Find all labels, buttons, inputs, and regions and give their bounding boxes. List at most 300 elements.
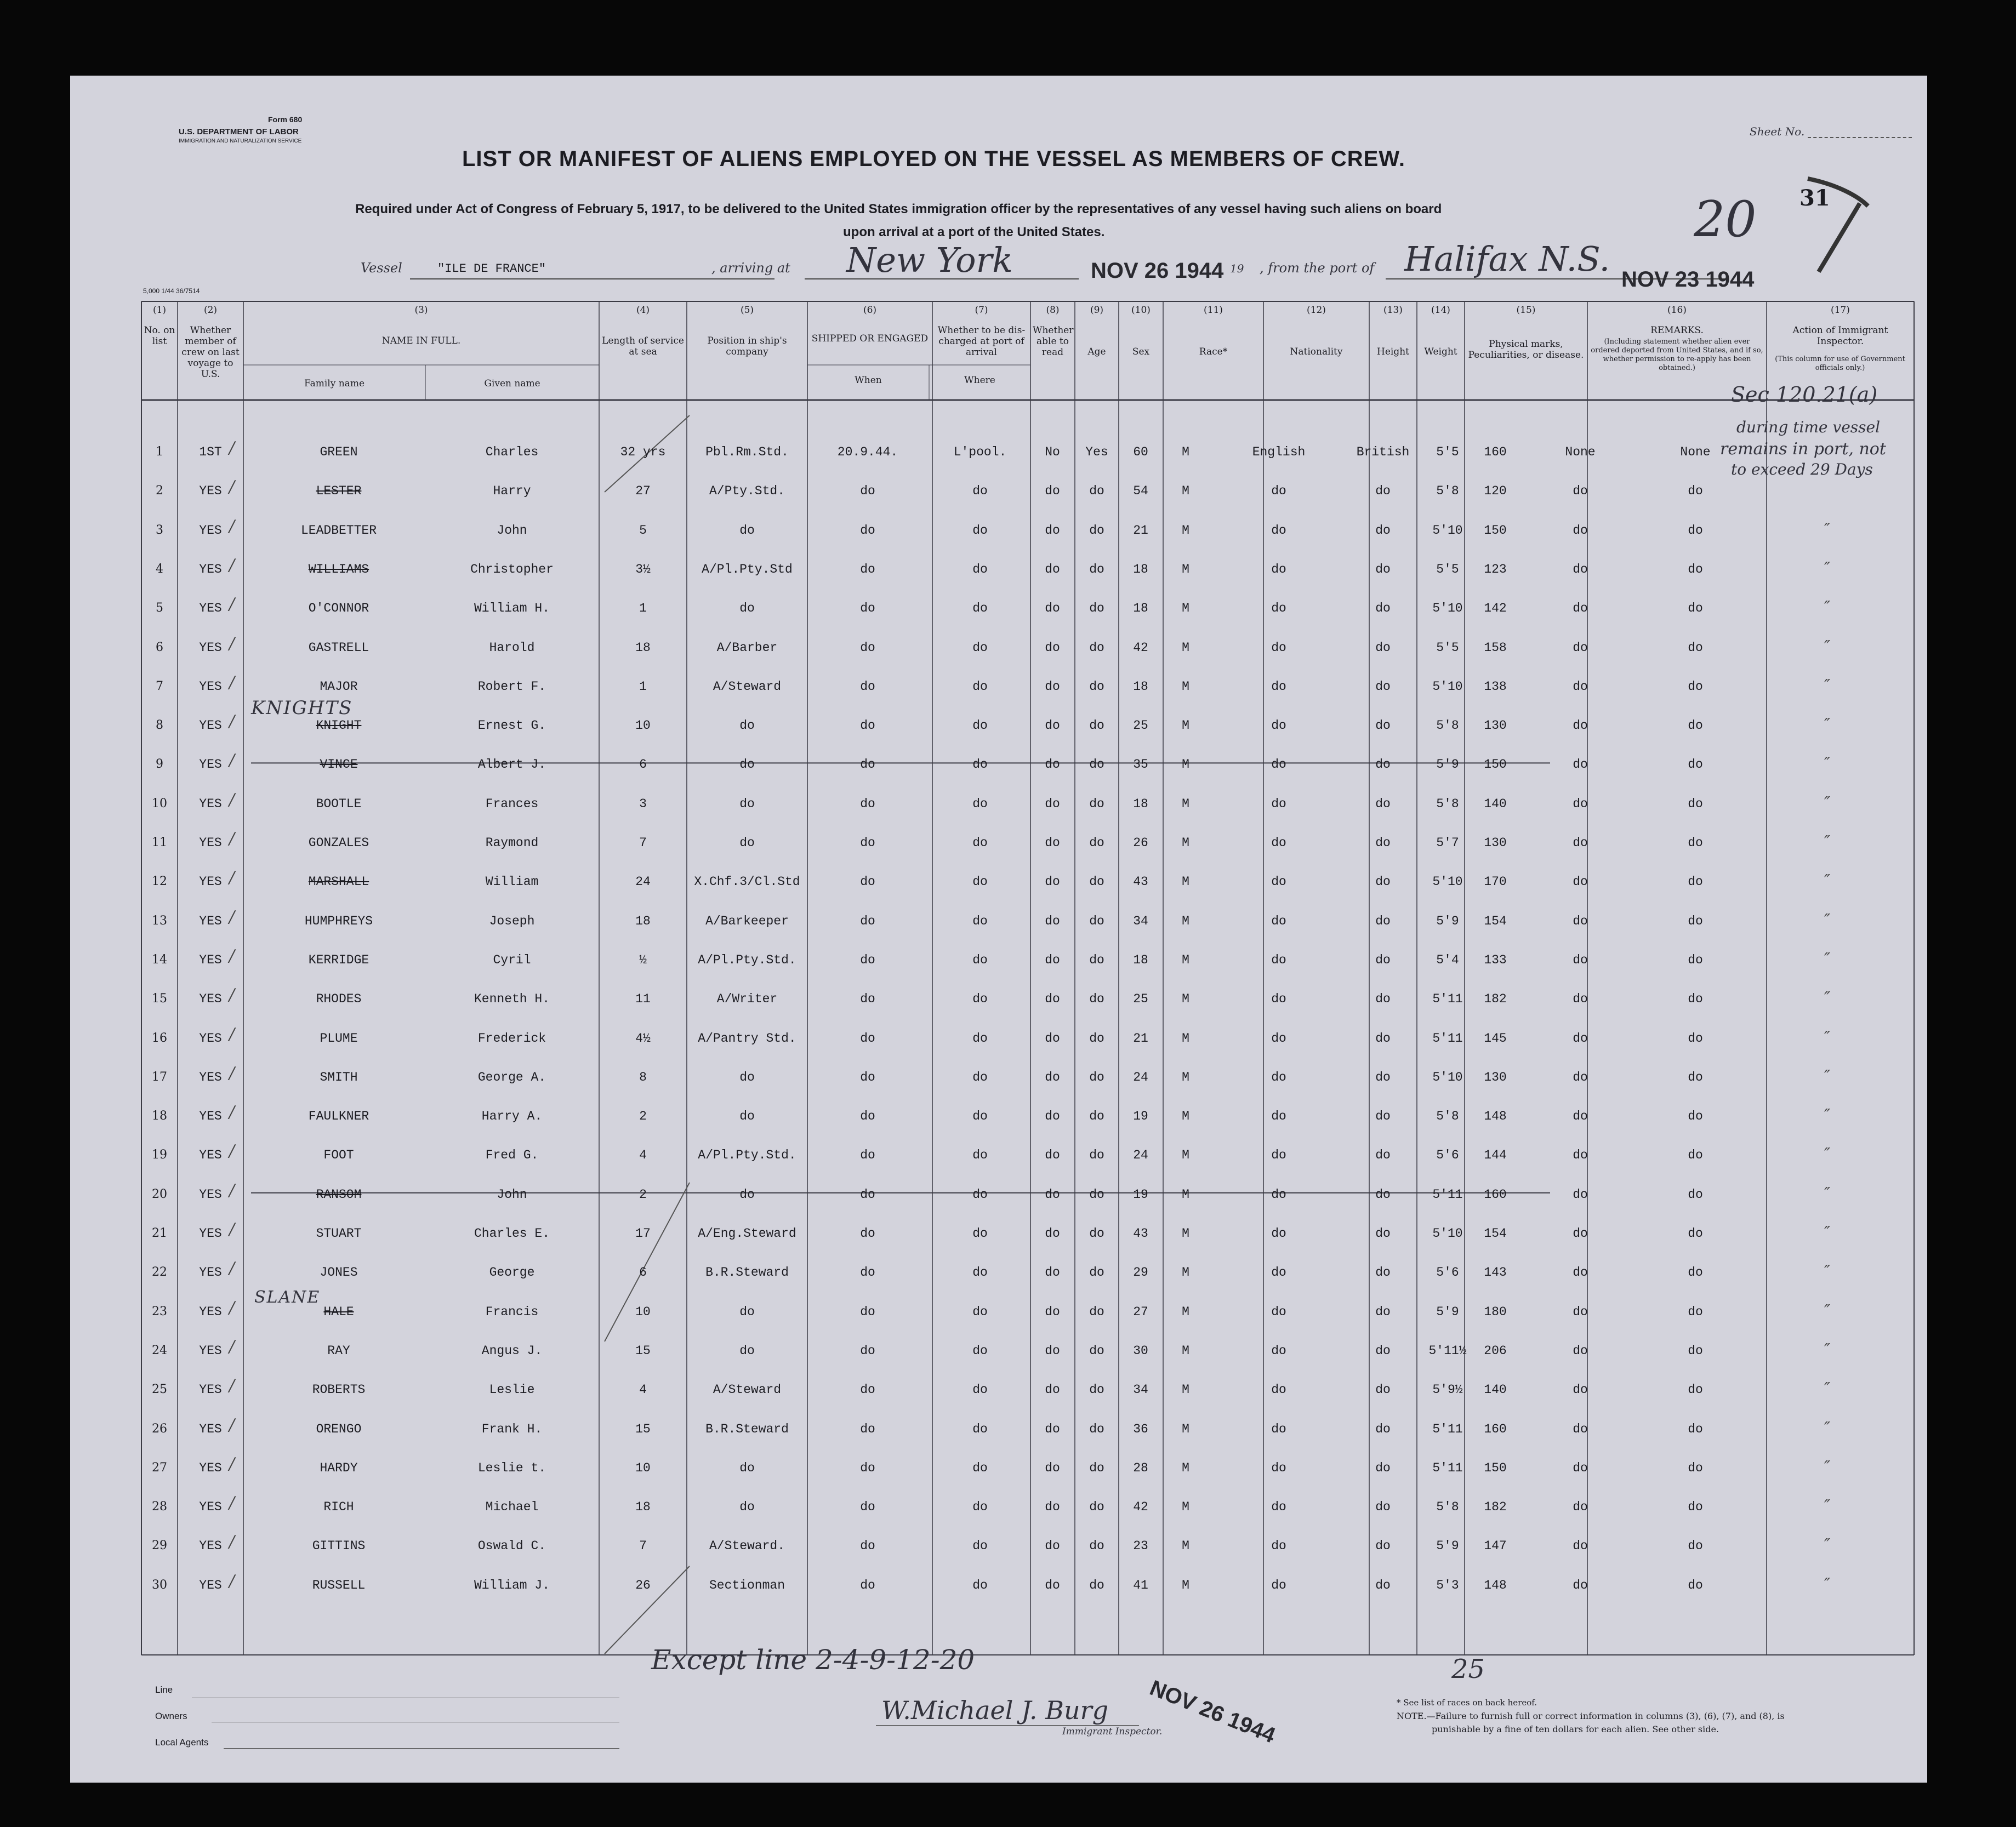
row-number: 1 (156, 445, 163, 459)
able-to-read: do (1089, 1383, 1104, 1397)
family-name: GITTINS (312, 1539, 366, 1554)
height: 5'6 (1436, 1265, 1459, 1280)
row-number: 9 (156, 757, 163, 772)
physical-marks: do (1573, 484, 1588, 499)
discharged-at-port: do (1045, 1539, 1060, 1554)
discharged-at-port: do (1045, 1109, 1060, 1124)
sex: M (1182, 1500, 1189, 1515)
family-name: WILLIAMS (308, 562, 369, 576)
check-mark-icon: / (229, 790, 235, 809)
able-to-read: do (1089, 562, 1104, 576)
nationality: do (1375, 484, 1391, 499)
physical-marks: do (1573, 1070, 1588, 1084)
race: do (1271, 992, 1286, 1007)
length-of-service: 15 (635, 1343, 651, 1358)
race: do (1271, 718, 1286, 733)
shipped-when: do (860, 1500, 875, 1515)
shipped-where: do (972, 1109, 988, 1124)
shipped-where: do (972, 796, 988, 811)
row-number: 23 (152, 1304, 167, 1318)
shipped-when: do (860, 718, 875, 733)
length-of-service: 6 (639, 757, 647, 772)
position: do (739, 757, 755, 772)
shipped-when: do (860, 1187, 875, 1202)
nationality: do (1375, 718, 1391, 733)
remarks: do (1688, 601, 1703, 616)
length-of-service: 6 (639, 1265, 647, 1280)
remarks-note: (Including statement whether alien ever ordered deported from United States, and if so, whether permission to re-apply has been obtained.) (1591, 338, 1763, 372)
shipped-where: do (972, 523, 988, 538)
row-number: 24 (152, 1343, 167, 1357)
discharged-at-port: do (1045, 718, 1060, 733)
previous-voyage: YES (199, 1383, 222, 1397)
check-mark-icon: / (229, 1259, 235, 1278)
race: do (1271, 1148, 1286, 1163)
shipped-when: do (860, 679, 875, 694)
height: 5'9 (1436, 1304, 1459, 1319)
position: do (739, 1070, 755, 1084)
age: 34 (1133, 914, 1148, 928)
shipped-when: do (860, 1148, 875, 1163)
physical-marks: do (1573, 640, 1588, 655)
remarks: do (1688, 1383, 1703, 1397)
inspector-action-note-2: during time vessel (1736, 418, 1881, 436)
row-number: 11 (152, 836, 167, 849)
check-mark-icon: / (229, 438, 235, 458)
position: Sectionman (709, 1578, 785, 1592)
discharged-at-port: do (1045, 484, 1060, 499)
previous-voyage: YES (199, 562, 222, 576)
sex: M (1182, 757, 1189, 772)
weight: 130 (1484, 718, 1507, 733)
print-code: 5,000 1/44 36/7514 (143, 287, 200, 295)
row-number: 20 (152, 1187, 167, 1201)
discharged-at-port: do (1045, 836, 1060, 850)
column-number: (1) (152, 305, 167, 316)
check-mark-icon: / (229, 829, 235, 848)
age: 54 (1133, 484, 1148, 499)
sex: M (1182, 952, 1189, 967)
shipped-where: do (972, 679, 988, 694)
row-number: 6 (156, 640, 163, 654)
shipped-where: do (972, 640, 988, 655)
physical-marks: do (1573, 836, 1588, 850)
weight: 154 (1484, 1226, 1507, 1241)
length-of-service: 4 (639, 1148, 647, 1163)
remarks: do (1688, 1578, 1703, 1592)
race: do (1271, 1500, 1286, 1515)
column-header: Age (1087, 346, 1106, 357)
arriving-label: , arriving at (711, 260, 790, 276)
age: 24 (1133, 1148, 1148, 1163)
ditto-mark-icon: ″ (1824, 1184, 1831, 1203)
position: do (739, 1109, 755, 1124)
weight: 123 (1484, 562, 1507, 576)
shipped-when: do (860, 757, 875, 772)
vessel-name: "ILE DE FRANCE" (437, 262, 546, 276)
weight: 160 (1484, 1187, 1507, 1202)
check-mark-icon: / (229, 633, 235, 653)
ditto-mark-icon: ″ (1824, 989, 1831, 1008)
shipped-where: do (972, 1578, 988, 1592)
remarks: do (1688, 1343, 1703, 1358)
position: A/Steward. (709, 1539, 785, 1554)
age: 35 (1133, 757, 1148, 772)
column-number: (9) (1090, 305, 1104, 316)
nationality: British (1356, 445, 1410, 459)
row-number: 27 (152, 1460, 167, 1475)
sex: M (1182, 1265, 1189, 1280)
length-of-service: 18 (635, 1500, 651, 1515)
race: do (1271, 601, 1286, 616)
height: 5'11 (1432, 1460, 1463, 1475)
check-mark-icon: / (229, 1376, 235, 1396)
able-to-read: do (1089, 875, 1104, 889)
row-number: 16 (152, 1031, 167, 1045)
check-mark-icon: / (229, 985, 235, 1005)
family-name: HARDY (320, 1460, 358, 1475)
previous-voyage: YES (199, 523, 222, 538)
family-name: GREEN (320, 445, 358, 459)
height: 5'8 (1436, 796, 1459, 811)
row-number: 10 (152, 796, 167, 810)
ditto-mark-icon: ″ (1824, 754, 1831, 774)
discharged-at-port: do (1045, 1148, 1060, 1163)
given-name: Kenneth H. (474, 992, 550, 1007)
races-note: * See list of races on back hereof. (1397, 1698, 1537, 1708)
weight: 182 (1484, 1500, 1507, 1515)
remarks: do (1688, 1226, 1703, 1241)
previous-voyage: 1ST (199, 445, 222, 459)
row-number: 22 (152, 1265, 167, 1280)
height: 5'5 (1436, 640, 1459, 655)
position: A/Eng.Steward (698, 1226, 796, 1241)
ditto-mark-icon: ″ (1824, 1027, 1831, 1047)
sex: M (1182, 1070, 1189, 1084)
remarks: do (1688, 875, 1703, 889)
remarks: do (1688, 1187, 1703, 1202)
family-name: MARSHALL (308, 875, 369, 889)
given-name-header: Given name (484, 378, 540, 389)
remarks: do (1688, 796, 1703, 811)
physical-marks: do (1573, 914, 1588, 928)
previous-voyage: YES (199, 484, 222, 499)
shipped-where: do (972, 1343, 988, 1358)
physical-marks: do (1573, 1500, 1588, 1515)
nationality: do (1375, 1421, 1391, 1436)
able-to-read: do (1089, 1070, 1104, 1084)
nationality: do (1375, 1578, 1391, 1592)
able-to-read: do (1089, 1343, 1104, 1358)
family-name: LEADBETTER (300, 523, 377, 538)
physical-marks: do (1573, 796, 1588, 811)
nationality: do (1375, 1187, 1391, 1202)
length-of-service: 7 (639, 836, 647, 850)
shipped-where: do (972, 1265, 988, 1280)
fine-note-2: punishable by a fine of ten dollars for each alien. See other side. (1432, 1724, 1719, 1734)
race: do (1271, 484, 1286, 499)
sex: M (1182, 1148, 1189, 1163)
shipped-when: 20.9.44. (837, 445, 898, 459)
given-name: Robert F. (477, 679, 546, 694)
shipped-where: do (972, 562, 988, 576)
given-name: Fred G. (485, 1148, 539, 1163)
discharged-at-port: do (1045, 1304, 1060, 1319)
line-label: Line (155, 1685, 173, 1695)
row-number: 19 (152, 1148, 167, 1162)
nationality: do (1375, 992, 1391, 1007)
row-number: 26 (152, 1421, 167, 1436)
height: 5'11 (1432, 992, 1463, 1007)
nationality: do (1375, 1031, 1391, 1046)
remarks: do (1688, 1109, 1703, 1124)
physical-marks: do (1573, 1578, 1588, 1592)
nationality: do (1375, 523, 1391, 538)
family-name: RAY (327, 1343, 350, 1358)
race: do (1271, 914, 1286, 928)
remarks: do (1688, 1421, 1703, 1436)
weight: 142 (1484, 601, 1507, 616)
previous-voyage: YES (199, 1500, 222, 1515)
position: do (739, 1187, 755, 1202)
weight: 150 (1484, 523, 1507, 538)
row-number: 7 (156, 679, 163, 693)
nationality: do (1375, 562, 1391, 576)
check-mark-icon: / (229, 1337, 235, 1356)
height: 5'4 (1436, 952, 1459, 967)
shipped-where: do (972, 992, 988, 1007)
ditto-mark-icon: ″ (1824, 1145, 1831, 1164)
previous-voyage: YES (199, 1109, 222, 1124)
ditto-mark-icon: ″ (1824, 715, 1831, 735)
given-name: Frank H. (481, 1421, 543, 1436)
previous-voyage: YES (199, 1031, 222, 1046)
row-number: 15 (152, 992, 167, 1006)
physical-marks: do (1573, 679, 1588, 694)
column-number: (6) (863, 305, 877, 316)
column-number: (12) (1307, 305, 1326, 316)
physical-marks: do (1573, 757, 1588, 772)
arrival-date-stamp: NOV 26 1944 (1091, 259, 1224, 283)
sex: M (1182, 445, 1189, 459)
previous-voyage: YES (199, 796, 222, 811)
length-of-service: ½ (639, 952, 647, 967)
age: 21 (1133, 1031, 1148, 1046)
column-number: (17) (1831, 305, 1850, 316)
where-header: Where (964, 375, 995, 386)
previous-voyage: YES (199, 640, 222, 655)
ditto-mark-icon: ″ (1824, 676, 1831, 695)
height: 5'5 (1436, 562, 1459, 576)
shipped-when: do (860, 1421, 875, 1436)
ditto-mark-icon: ″ (1824, 1223, 1831, 1242)
able-to-read: do (1089, 1187, 1104, 1202)
column-header: Action of Immigrant Inspector. (1792, 325, 1888, 347)
discharged-at-port: do (1045, 875, 1060, 889)
row-number: 4 (156, 562, 163, 576)
height: 5'9 (1436, 914, 1459, 928)
position: B.R.Steward (705, 1265, 789, 1280)
column-header: Nationality (1290, 346, 1343, 357)
given-name: George A. (477, 1070, 546, 1084)
agents-underline (224, 1748, 619, 1749)
position: A/Writer (716, 992, 778, 1007)
race: do (1271, 1304, 1286, 1319)
able-to-read: do (1089, 1148, 1104, 1163)
nationality: do (1375, 1500, 1391, 1515)
sex: M (1182, 875, 1189, 889)
year-label: 19 (1230, 262, 1244, 275)
age: 43 (1133, 1226, 1148, 1241)
ditto-mark-icon: ″ (1824, 1106, 1831, 1126)
age: 42 (1133, 640, 1148, 655)
race: do (1271, 523, 1286, 538)
previous-voyage: YES (199, 718, 222, 733)
able-to-read: do (1089, 992, 1104, 1007)
discharged-at-port: do (1045, 523, 1060, 538)
check-mark-icon: / (229, 1063, 235, 1083)
arriving-port: New York (846, 240, 1013, 280)
weight: 160 (1484, 1421, 1507, 1436)
check-mark-icon: / (229, 1024, 235, 1044)
physical-marks: do (1573, 1109, 1588, 1124)
physical-marks: do (1573, 1031, 1588, 1046)
able-to-read: do (1089, 952, 1104, 967)
race: do (1271, 640, 1286, 655)
shipped-where: do (972, 952, 988, 967)
manifest-sheet (70, 76, 1927, 1783)
race: do (1271, 1109, 1286, 1124)
position: do (739, 1343, 755, 1358)
nationality: do (1375, 1109, 1391, 1124)
nationality: do (1375, 1070, 1391, 1084)
ditto-mark-icon: ″ (1824, 1574, 1831, 1594)
shipped-where: do (972, 875, 988, 889)
nationality: do (1375, 1383, 1391, 1397)
shipped-where: do (972, 1148, 988, 1163)
height: 5'7 (1436, 836, 1459, 850)
signature-underline (876, 1725, 1139, 1726)
weight: 120 (1484, 484, 1507, 499)
ditto-mark-icon: ″ (1824, 871, 1831, 891)
ditto-mark-icon: ″ (1824, 519, 1831, 539)
sex: M (1182, 679, 1189, 694)
check-mark-icon: / (229, 712, 235, 732)
ditto-mark-icon: ″ (1824, 1262, 1831, 1282)
length-of-service: 15 (635, 1421, 651, 1436)
height: 5'6 (1436, 1148, 1459, 1163)
shipped-where: do (972, 1460, 988, 1475)
sheet-annotation: 20 (1694, 191, 1757, 248)
able-to-read: do (1089, 1500, 1104, 1515)
race: do (1271, 1343, 1286, 1358)
race: do (1271, 757, 1286, 772)
remarks: do (1688, 836, 1703, 850)
family-name: STUART (316, 1226, 362, 1241)
age: 36 (1133, 1421, 1148, 1436)
given-name: Oswald C. (477, 1539, 546, 1554)
given-name: Harry (493, 484, 531, 499)
shipped-when: do (860, 1070, 875, 1084)
weight: 133 (1484, 952, 1507, 967)
age: 23 (1133, 1539, 1148, 1554)
length-of-service: 1 (639, 679, 647, 694)
ditto-mark-icon: ″ (1824, 1301, 1831, 1321)
previous-voyage: YES (199, 757, 222, 772)
ditto-mark-icon: ″ (1824, 949, 1831, 969)
vessel-label: Vessel (361, 260, 402, 276)
physical-marks: do (1573, 1383, 1588, 1397)
sex: M (1182, 1187, 1189, 1202)
discharged-at-port: do (1045, 914, 1060, 928)
weight: 130 (1484, 1070, 1507, 1084)
previous-voyage: YES (199, 952, 222, 967)
row-number: 12 (152, 875, 167, 889)
sex: M (1182, 523, 1189, 538)
nationality: do (1375, 1539, 1391, 1554)
shipped-where: do (972, 484, 988, 499)
previous-voyage: YES (199, 1343, 222, 1358)
race: do (1271, 875, 1286, 889)
column-header: Height (1377, 346, 1409, 357)
column-header: No. on list (144, 325, 175, 347)
local-agents-label: Local Agents (155, 1737, 209, 1748)
check-mark-icon: / (229, 595, 235, 614)
physical-marks: do (1573, 875, 1588, 889)
fine-note-1: NOTE.—Failure to furnish full or correct information in columns (3), (6), (7), and (8), is (1397, 1711, 1785, 1721)
row-number: 13 (152, 914, 167, 928)
check-mark-icon: / (229, 555, 235, 575)
given-name: George (489, 1265, 535, 1280)
ditto-mark-icon: ″ (1824, 793, 1831, 813)
given-name: Albert J. (477, 757, 546, 772)
given-name: John (497, 523, 527, 538)
given-name: Frederick (477, 1031, 546, 1046)
shipped-when: do (860, 1539, 875, 1554)
physical-marks: do (1573, 1265, 1588, 1280)
previous-voyage: YES (199, 1265, 222, 1280)
position: do (739, 1460, 755, 1475)
column-number: (2) (203, 305, 218, 316)
length-of-service: 26 (635, 1578, 651, 1592)
age: 42 (1133, 1500, 1148, 1515)
able-to-read: Yes (1085, 445, 1108, 459)
previous-voyage: YES (199, 679, 222, 694)
given-name: Angus J. (481, 1343, 543, 1358)
shipped-when: do (860, 1460, 875, 1475)
shipped-where: do (972, 1539, 988, 1554)
nationality: do (1375, 1304, 1391, 1319)
height: 5'10 (1432, 1070, 1463, 1084)
column-header: Position in ship's company (707, 335, 787, 357)
physical-marks: do (1573, 718, 1588, 733)
race: do (1271, 1421, 1286, 1436)
length-of-service: 2 (639, 1109, 647, 1124)
column-number: (10) (1131, 305, 1151, 316)
weight: 206 (1484, 1343, 1507, 1358)
nationality: do (1375, 1265, 1391, 1280)
check-mark-icon: / (229, 672, 235, 692)
family-name: RANSOM (316, 1187, 362, 1202)
shipped-when: do (860, 484, 875, 499)
shipped-where: L'pool. (953, 445, 1007, 459)
shipped-when: do (860, 523, 875, 538)
row-number: 28 (152, 1500, 167, 1514)
row-number: 3 (156, 523, 163, 537)
given-name: Francis (485, 1304, 539, 1319)
check-mark-icon: / (229, 907, 235, 927)
replacement-name-row-8: KNIGHTS (251, 697, 353, 719)
